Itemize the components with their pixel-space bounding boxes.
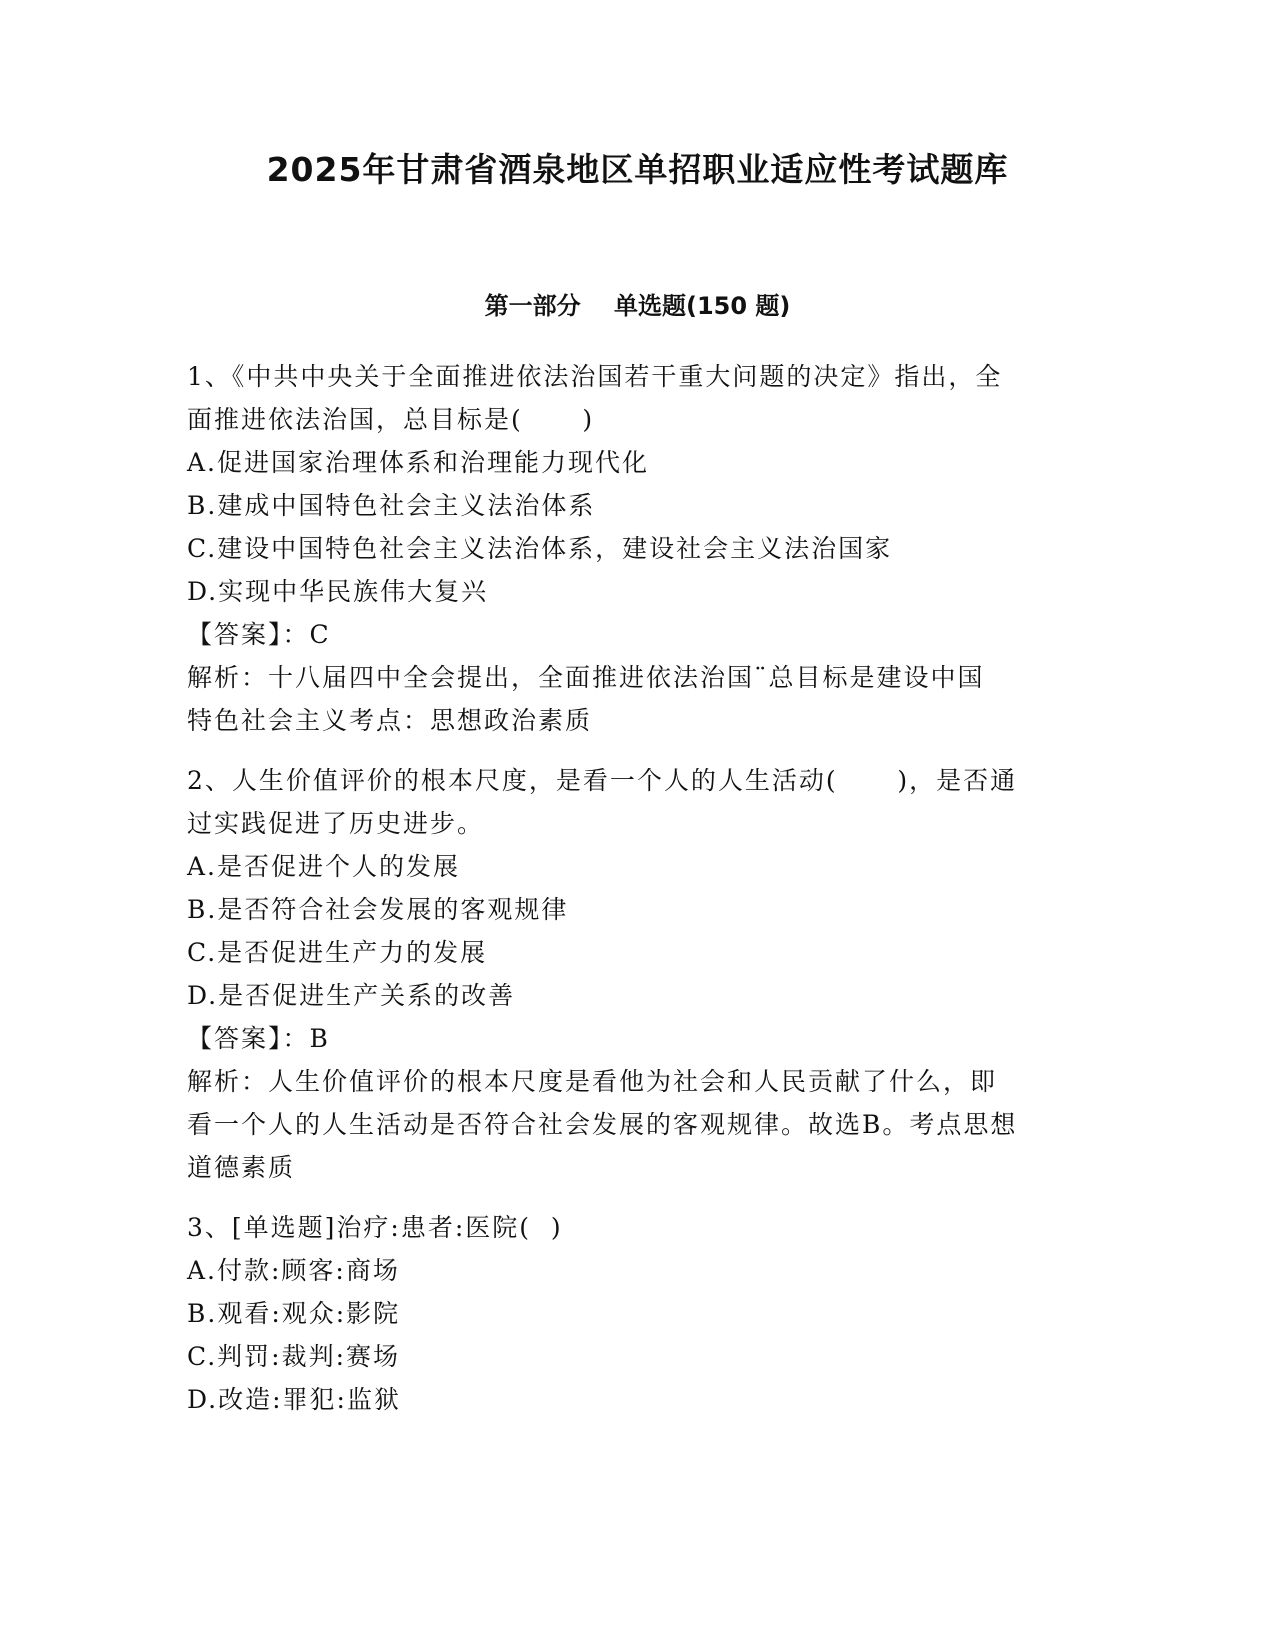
- question-stem-line: 3、[单选题]治疗:患者:医院( ): [187, 1213, 563, 1242]
- section-title: 第一部分 单选题(150 题): [484, 292, 791, 320]
- option-b: B.观看:观众:影院: [187, 1299, 401, 1328]
- option-d: D.改造:罪犯:监狱: [187, 1385, 401, 1414]
- option-c: C.是否促进生产力的发展: [187, 938, 488, 967]
- option-c: C.建设中国特色社会主义法治体系，建设社会主义法治国家: [187, 534, 893, 563]
- question-spacer: [187, 742, 1087, 759]
- analysis-line: 解析：十八届四中全会提出，全面推进依法治国¨总目标是建设中国: [187, 663, 985, 692]
- answer-line: 【答案】：B: [187, 1024, 330, 1053]
- option-c: C.判罚:裁判:赛场: [187, 1342, 401, 1371]
- question-3: [187, 1206, 1087, 1421]
- question-list: [187, 355, 1087, 1421]
- analysis-line: 道德素质: [187, 1153, 296, 1182]
- question-stem-line: 1、《中共中央关于全面推进依法治国若干重大问题的决定》指出，全: [187, 362, 1003, 391]
- option-b: B.建成中国特色社会主义法治体系: [187, 491, 596, 520]
- analysis-line: 解析：人生价值评价的根本尺度是看他为社会和人民贡献了什么，即: [187, 1067, 998, 1096]
- document-title: 2025年甘肃省酒泉地区单招职业适应性考试题库: [266, 150, 1009, 189]
- option-a: A.促进国家治理体系和治理能力现代化: [187, 448, 650, 477]
- question-spacer: [187, 1189, 1087, 1206]
- question-stem-line: 过实践促进了历史进步。: [187, 809, 485, 838]
- option-d: D.是否促进生产关系的改善: [187, 981, 516, 1010]
- question-stem-line: 面推进依法治国，总目标是( ): [187, 405, 595, 434]
- option-a: A.付款:顾客:商场: [187, 1256, 400, 1285]
- option-a: A.是否促进个人的发展: [187, 852, 461, 881]
- analysis-line: 特色社会主义考点：思想政治素质: [187, 706, 593, 735]
- answer-line: 【答案】：C: [187, 620, 331, 649]
- option-b: B.是否符合社会发展的客观规律: [187, 895, 569, 924]
- question-1: [187, 355, 1087, 742]
- question-2: [187, 759, 1087, 1189]
- question-stem-line: 2、人生价值评价的根本尺度，是看一个人的人生活动( )，是否通: [187, 766, 1018, 795]
- option-d: D.实现中华民族伟大复兴: [187, 577, 489, 606]
- analysis-line: 看一个人的人生活动是否符合社会发展的客观规律。故选B。考点思想: [187, 1110, 1018, 1139]
